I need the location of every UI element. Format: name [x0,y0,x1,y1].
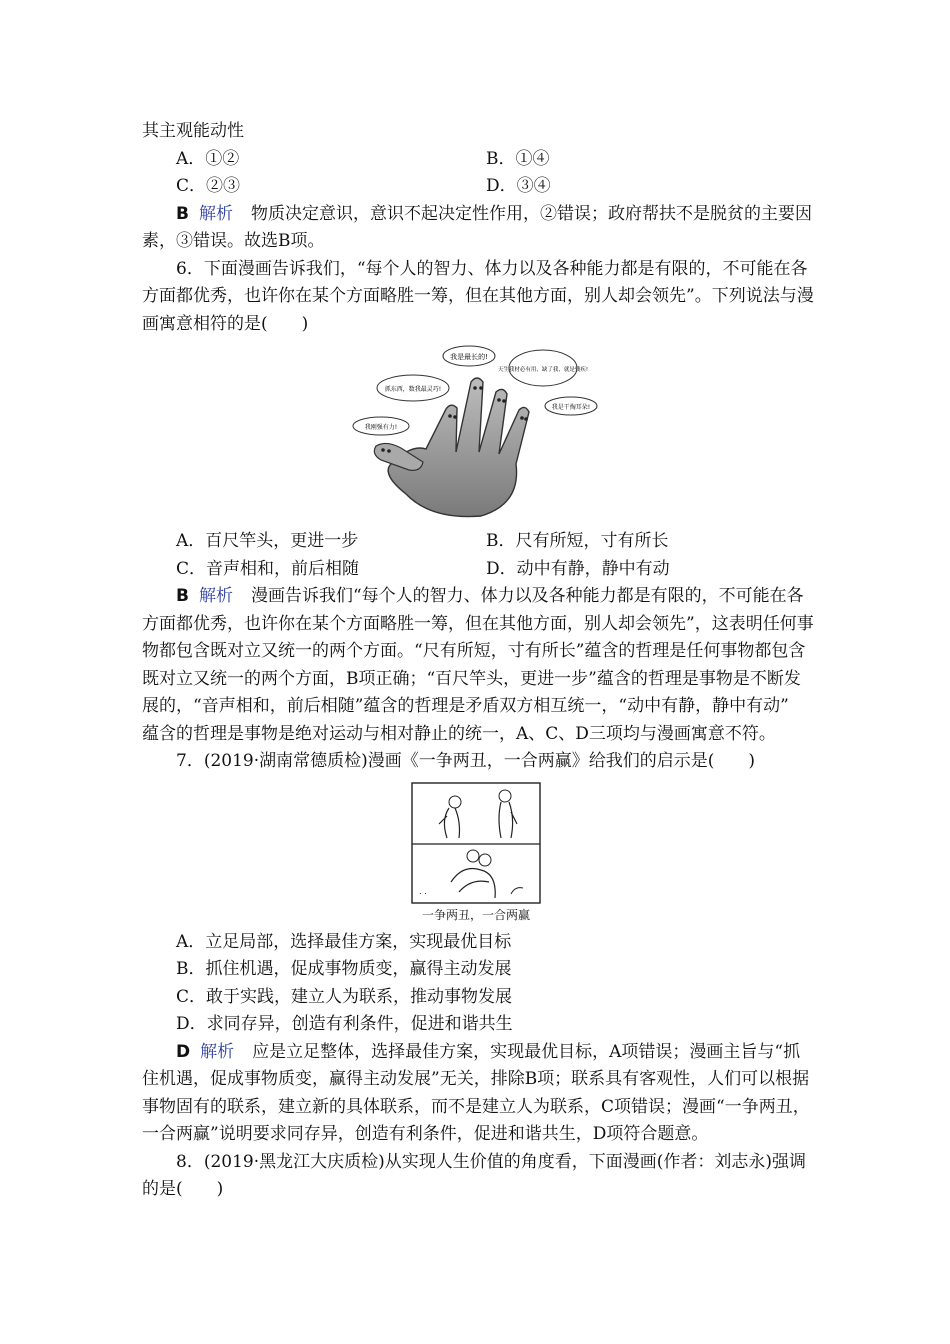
q5-stem-tail: 其主观能动性 [142,121,244,141]
q6-stem-line-3: 画寓意相符的是( ) [142,313,309,334]
q6-stem-line-2: 方面都优秀，也许你在某个方面略胜一筹，但在其他方面，别人却会领先”。下列说法与漫 [142,286,814,306]
q7-option-d: D．求同存异，创造有利条件，促进和谐共生 [176,1014,513,1034]
q8-stem-line-1: 8．(2019·黑龙江大庆质检)从实现人生价值的角度看，下面漫画(作者：刘志永)强调 [176,1151,807,1172]
document-page [142,118,814,1204]
q6-explanation-line-5: 展的，“音声相和，前后相随”蕴含的哲理是矛盾双方相互统一，“动中有静，静中有动” [142,696,789,716]
q6-explanation-line-2: 方面都优秀，也许你在某个方面略胜一筹，但在其他方面，别人却会领先”，这表明任何事 [142,613,814,634]
bubble-longest: 我是最长的! [450,353,488,361]
q7-option-b: B．抓住机遇，促成事物质变，赢得主动发展 [176,959,512,979]
q8-stem-line-2: 的是( ) [142,1179,224,1199]
bubble-useful: 天生我材必有用，缺了我，就是残疾! [497,367,589,373]
q6-answer: B [176,586,189,606]
bubble-strong: 我刚强有力! [364,424,398,431]
q7-stem: 7．(2019·湖南常德质检)漫画《一争两丑，一合两赢》给我们的启示是( ) [176,751,756,771]
q5-option-c: C．②③ [176,176,241,196]
bubble-dexterous: 抓东西，数我最灵巧! [384,386,442,393]
q5-options-row-1 [142,146,810,174]
q7-explanation-line-3: 事物固有的联系，建立新的具体联系，而不是建立人为联系，C项错误；漫画“一争两丑， [142,1096,810,1117]
q6-option-b: B．尺有所短，寸有所长 [486,531,669,551]
q6-explanation-line-6: 蕴含的哲理是事物是绝对运动与相对静止的统一，A、C、D三项均与漫画寓意不符。 [142,723,776,744]
q7-cartoon-caption: 一争两丑，一合两赢 [421,907,530,922]
q7-explanation-line-1 [142,1039,810,1067]
q6-explanation-line-1 [142,583,810,611]
q5-answer: B [176,203,189,224]
q6-option-c: C．音声相和，前后相随 [176,558,360,579]
q6-explanation-line-3: 物都包含既对立又统一的两个方面。“尺有所短，寸有所长”蕴含的哲理是任何事物都包含 [142,641,806,661]
q5-jiexi-label: 解析 [198,203,233,224]
q7-explanation-line-2: 住机遇，促成事物质变，赢得主动发展”无关，排除B项；联系具有客观性，人们可以根据 [142,1069,810,1089]
q6-jiexi-label: 解析 [198,586,233,606]
q7-cartoon [142,782,810,923]
q5-explanation-text: 物质决定意识，意识不起决定性作用，②错误；政府帮扶不是脱贫的主要因 [250,203,812,224]
hand-illustration [351,344,601,522]
q5-explanation-line-1 [142,201,810,229]
cartoon-panels-illustration [411,782,541,904]
q7-option-c: C．敢于实践，建立人为联系，推动事物发展 [176,986,513,1007]
q6-explanation-text: 漫画告诉我们“每个人的智力、体力以及各种能力都是有限的，不可能在各 [250,586,804,606]
q6-options-row-1 [142,528,810,556]
q7-explanation-text: 应是立足整体，选择最佳方案，实现最优目标，A项错误；漫画主旨与“抓 [252,1041,801,1062]
q5-option-b: B．①④ [486,148,550,169]
q6-stem-line-1: 6．下面漫画告诉我们，“每个人的智力、体力以及各种能力都是有限的，不可能在各 [176,258,808,279]
bubble-ear: 我是干掏耳朵! [551,404,591,411]
svg-text:. .: . . [419,886,427,896]
q5-option-a: A．①② [176,148,240,169]
q5-option-d: D．③④ [486,176,551,196]
q7-answer: D [176,1041,191,1062]
q5-options-row-2 [142,173,810,201]
q6-option-a: A．百尺竿头，更进一步 [176,531,359,551]
q5-explanation-line-2: 素，③错误。故选B项。 [142,231,325,251]
q6-explanation-line-4: 既对立又统一的两个方面，B项正确；“百尺竿头，更进一步”蕴含的哲理是事物是不断发 [142,668,801,689]
q7-jiexi-label: 解析 [200,1041,235,1062]
q7-option-a: A．立足局部，选择最佳方案，实现最优目标 [176,931,512,952]
q6-options-row-2 [142,556,810,584]
q6-option-d: D．动中有静，静中有动 [486,558,670,579]
q6-hand-cartoon [142,344,810,522]
q7-explanation-line-4: 一合两赢”说明要求同存异，创造有利条件，促进和谐共生，D项符合题意。 [142,1124,709,1144]
